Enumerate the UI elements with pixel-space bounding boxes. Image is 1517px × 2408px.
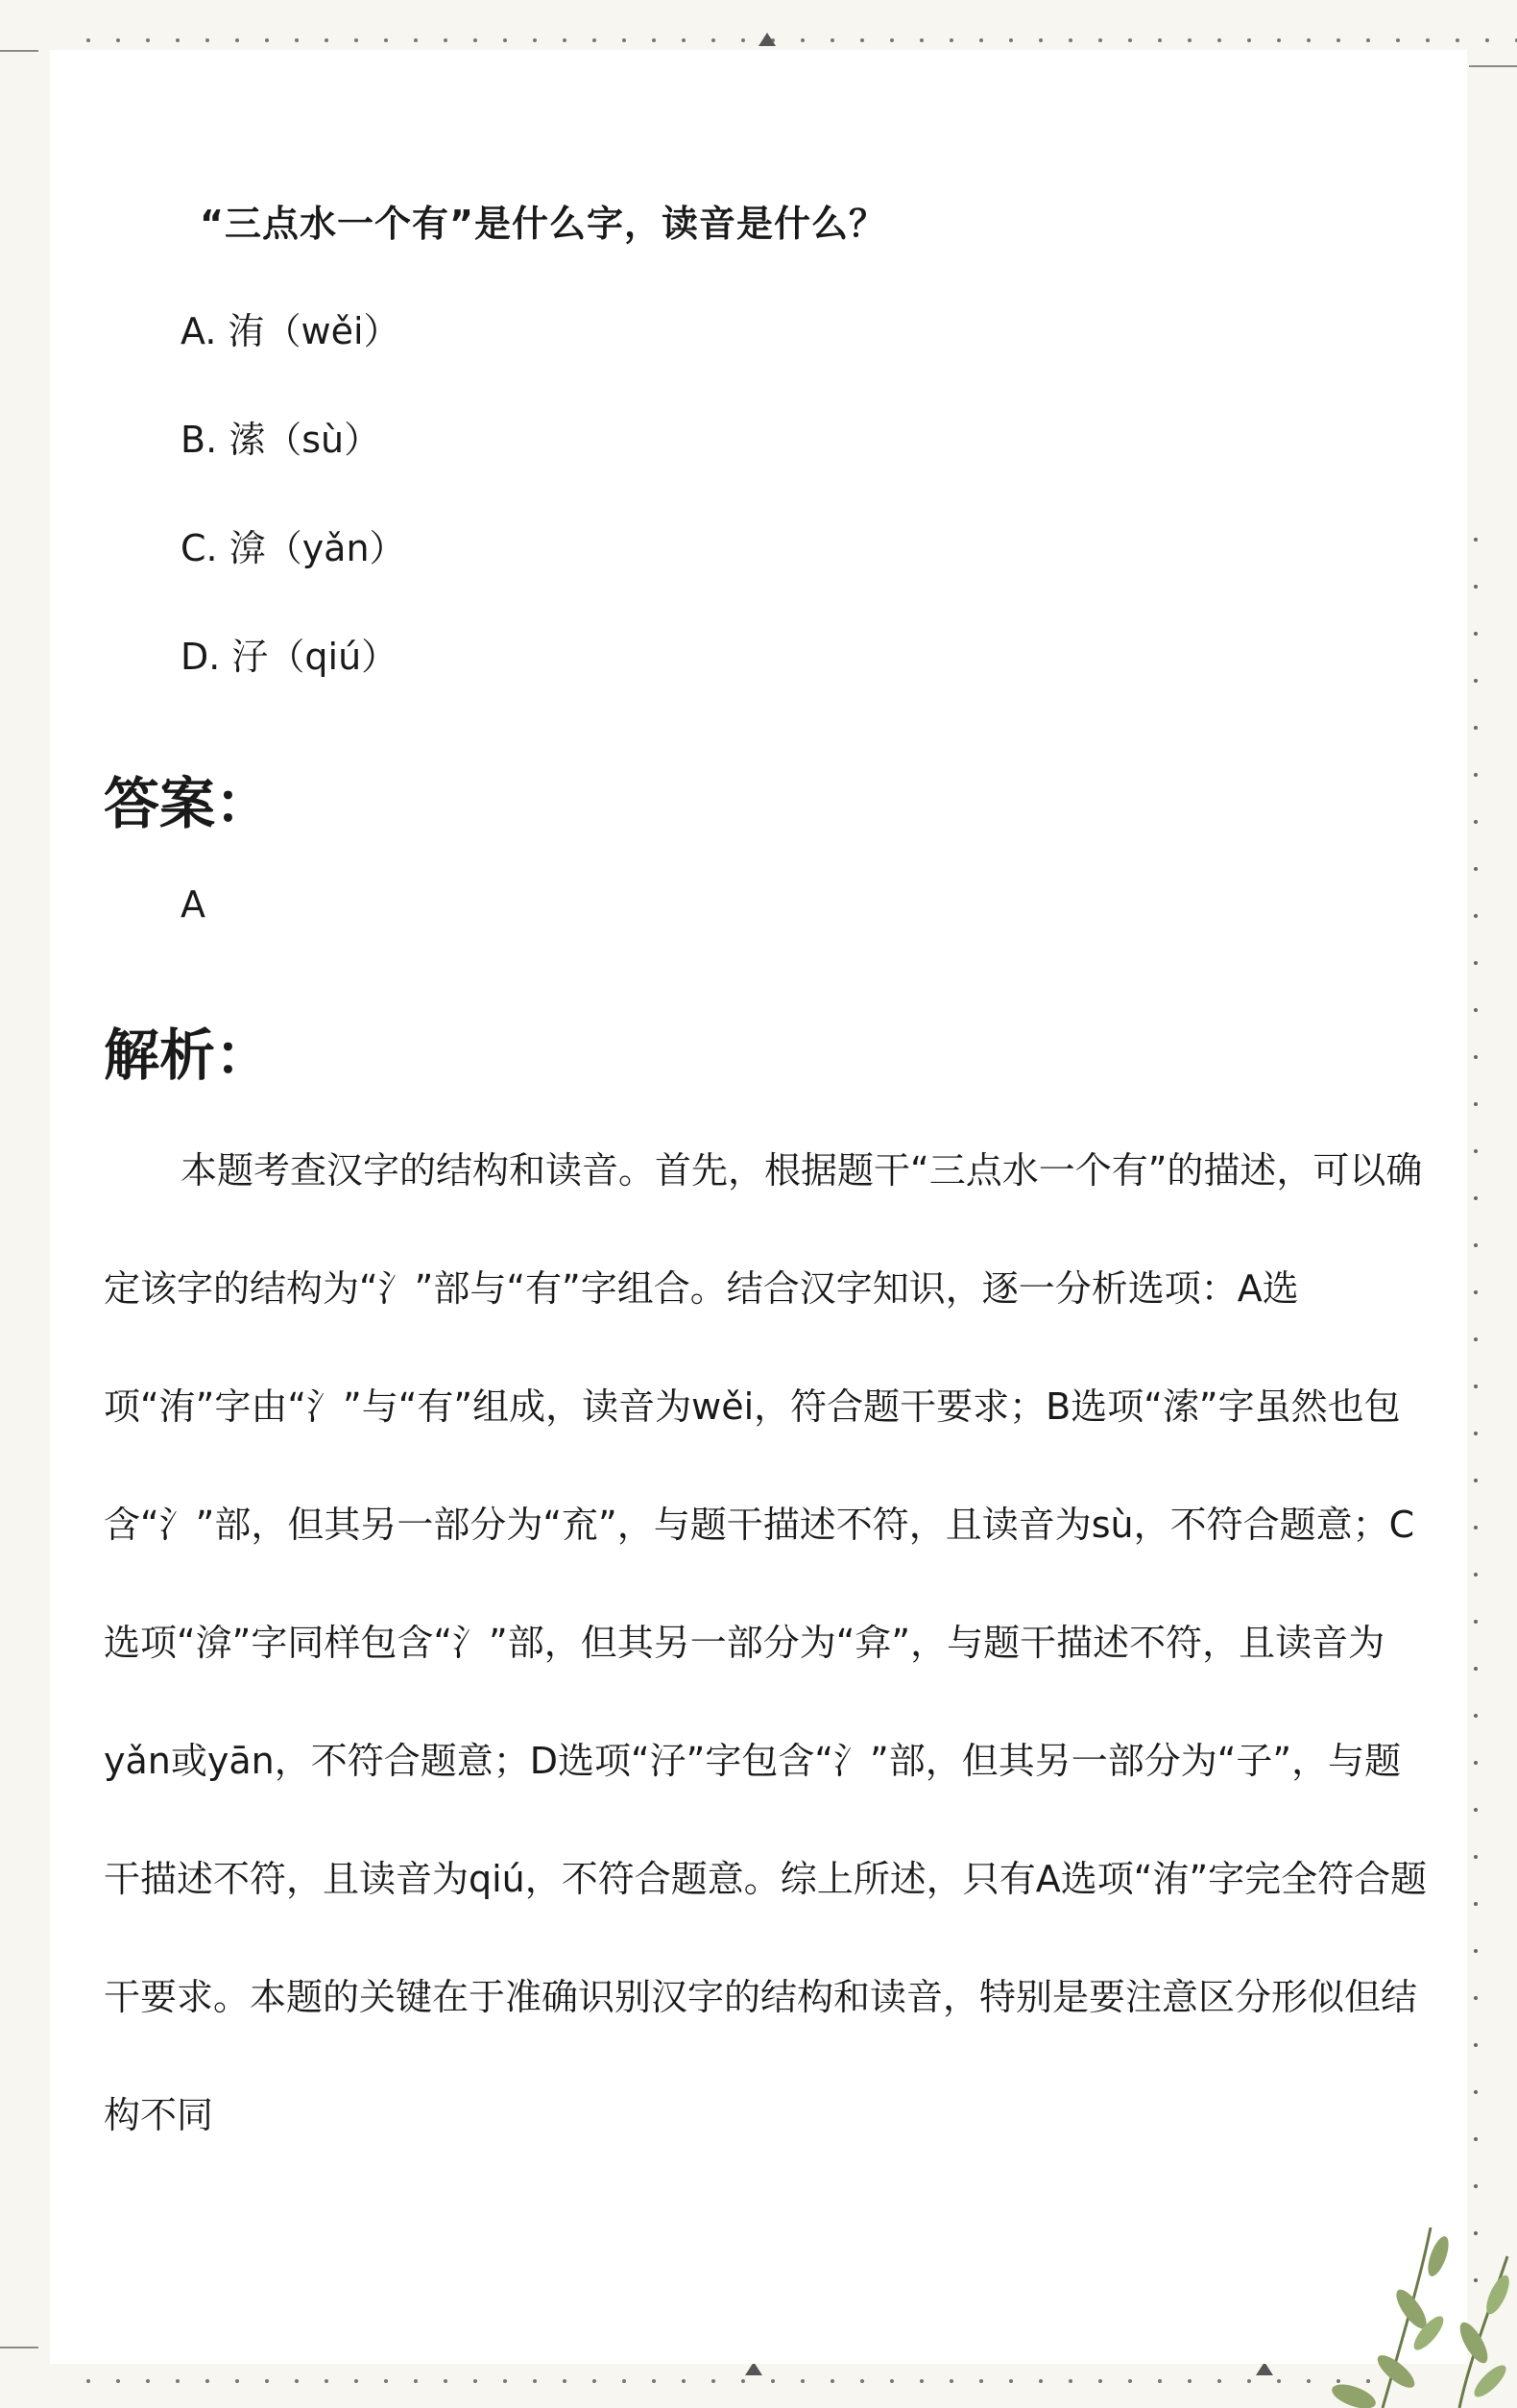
border-dot [1474,2090,1478,2094]
border-dot [1474,1526,1478,1529]
border-dot [1456,38,1459,42]
border-dot [116,2379,120,2383]
border-dot [1474,1196,1478,1200]
border-dot [711,38,715,42]
border-dot [979,38,983,42]
border-dot [1474,2184,1478,2188]
border-dot [1009,38,1013,42]
border-dot [1366,38,1370,42]
leaf-vine-decoration [1315,2218,1517,2408]
border-dot [295,38,299,42]
border-dot [711,2379,715,2383]
corner-line-top-right [1469,65,1517,67]
border-dot [1474,1102,1478,1106]
border-dot [979,2379,983,2383]
border-dot [1474,1337,1478,1341]
border-dot [1474,1996,1478,2000]
border-dot [1474,2137,1478,2141]
border-dot [1474,1243,1478,1247]
border-dot [1128,2379,1132,2383]
border-dot [1247,2379,1251,2383]
border-dot [1336,38,1340,42]
border-dot [116,38,120,42]
border-dot [890,2379,894,2383]
border-dot [444,38,447,42]
border-dot [265,38,269,42]
border-dot [1474,1808,1478,1812]
border-dot [1474,1573,1478,1577]
border-dot [384,38,388,42]
leaf-8 [1329,2379,1379,2408]
border-dot [682,2379,686,2383]
border-dot [1474,1290,1478,1294]
border-dot [831,2379,834,2383]
border-dot [1474,632,1478,636]
border-dot [533,2379,537,2383]
border-dot [1474,820,1478,824]
analysis-paragraph: 本题考查汉字的结构和读音。首先，根据题干“三点水一个有”的描述，可以确定该字的结构为“氵”部与“有”字组合。结合汉字知识，逐一分析选项：A选项“洧”字由“氵”与“有”组成，读音为wěi，符合题干要求；B选项“溹”字虽然也包含“氵”部，但其另一部分为“㐬”，与题干描述不符，且读音为sù，不符合题意；C选项“渰”字同样包含“氵”部，但其另一部分为“弇”，与题干描述不符，且读音为yǎn或yān，不符合题意；D选项“汓”字包含“氵”部，但其另一部分为“子”，与题干描述不符，且读音为qiú，不符合题意。综上所述，只有A选项“洧”字完全符合题干要求。本题的关键在于准确识别汉字的结构和读音，特别是要注意区分形似但结构不同 [104,1149,1428,2136]
border-dot [771,2379,775,2383]
border-dot [1474,867,1478,871]
border-dot [384,2379,388,2383]
border-dot [235,38,239,42]
border-dot [1426,38,1430,42]
leaf-6 [1455,2319,1493,2368]
option-c: C. 渰（yǎn） [181,527,406,569]
border-dot [741,2379,745,2383]
border-dot [1474,961,1478,965]
border-dot [1217,38,1221,42]
border-dot [325,38,328,42]
border-dot [295,2379,299,2383]
border-dot [622,2379,626,2383]
border-dot [235,2379,239,2383]
border-dot [444,2379,447,2383]
border-dot [1474,1620,1478,1624]
triangle-ornament-bottom-1 [745,2362,762,2375]
border-dot [146,38,150,42]
border-dot [831,38,834,42]
border-dot [801,2379,805,2383]
border-dot [354,2379,358,2383]
border-dot [592,2379,596,2383]
border-dot [1396,38,1400,42]
border-dot [414,2379,418,2383]
border-dot [1474,1667,1478,1671]
border-dot [1474,1008,1478,1012]
analysis-heading: 解析： [104,1023,272,1088]
border-dot [920,38,924,42]
border-dot [1474,538,1478,542]
border-dot [682,38,686,42]
border-dot [1474,585,1478,589]
border-dot [473,38,477,42]
border-dot [1307,38,1311,42]
triangle-ornament-top [758,33,776,46]
leaf-5 [1481,2273,1513,2318]
border-dot [354,38,358,42]
triangle-ornament-bottom-2 [1256,2362,1273,2375]
border-dot [1474,679,1478,683]
border-dot [1277,38,1281,42]
border-dot [1474,1479,1478,1482]
border-dot [563,2379,566,2383]
options-list [181,307,406,741]
border-dot [1188,2379,1192,2383]
border-dot [920,2379,924,2383]
answer-value: A [181,883,205,926]
border-dot [1039,2379,1043,2383]
border-dot [1098,38,1102,42]
border-dot [503,38,507,42]
border-dot [1039,38,1043,42]
right-dotted-border [1473,538,1479,2343]
border-dot [1069,38,1072,42]
border-dot [860,38,864,42]
border-dot [1474,1385,1478,1388]
option-b: B. 溹（sù） [181,419,381,461]
option-d: D. 汓（qiú） [181,636,398,678]
border-dot [890,38,894,42]
border-dot [146,2379,150,2383]
bottom-dotted-border [0,2379,1517,2385]
border-dot [592,38,596,42]
border-dot [1474,773,1478,777]
border-dot [1474,1761,1478,1765]
border-dot [1128,38,1132,42]
border-dot [1474,1855,1478,1859]
border-dot [325,2379,328,2383]
border-dot [1474,1432,1478,1435]
border-dot [652,38,656,42]
border-dot [86,2379,90,2383]
border-dot [950,2379,953,2383]
border-dot [1188,38,1192,42]
border-dot [1474,1149,1478,1153]
border-dot [1098,2379,1102,2383]
border-dot [1217,2379,1221,2383]
border-dot [1009,2379,1013,2383]
border-dot [1474,1055,1478,1059]
border-dot [1474,914,1478,918]
border-dot [503,2379,507,2383]
question-stem: “三点水一个有”是什么字，读音是什么？ [200,203,886,245]
border-dot [860,2379,864,2383]
border-dot [1474,2043,1478,2047]
border-dot [414,38,418,42]
border-dot [1474,1902,1478,1906]
border-dot [176,2379,180,2383]
border-dot [176,38,180,42]
border-dot [563,38,566,42]
border-dot [265,2379,269,2383]
border-dot [1474,1949,1478,1953]
border-dot [1158,2379,1162,2383]
border-dot [205,38,209,42]
border-dot [741,38,745,42]
border-dot [1307,2379,1311,2383]
border-dot [950,38,953,42]
border-dot [1277,2379,1281,2383]
corner-line-top-left [0,50,38,52]
border-dot [622,38,626,42]
border-dot [1158,38,1162,42]
border-dot [652,2379,656,2383]
document-page [50,50,1467,2364]
border-dot [1247,38,1251,42]
border-dot [205,2379,209,2383]
border-dot [801,38,805,42]
leaf-7 [1470,2361,1510,2401]
border-dot [1485,38,1489,42]
corner-line-bottom-left [0,2347,38,2348]
answer-heading: 答案： [104,771,272,836]
option-a: A. 洧（wěi） [181,310,400,352]
border-dot [1474,726,1478,730]
border-dot [86,38,90,42]
border-dot [533,38,537,42]
border-dot [1069,2379,1072,2383]
border-dot [1474,1714,1478,1718]
border-dot [473,2379,477,2383]
